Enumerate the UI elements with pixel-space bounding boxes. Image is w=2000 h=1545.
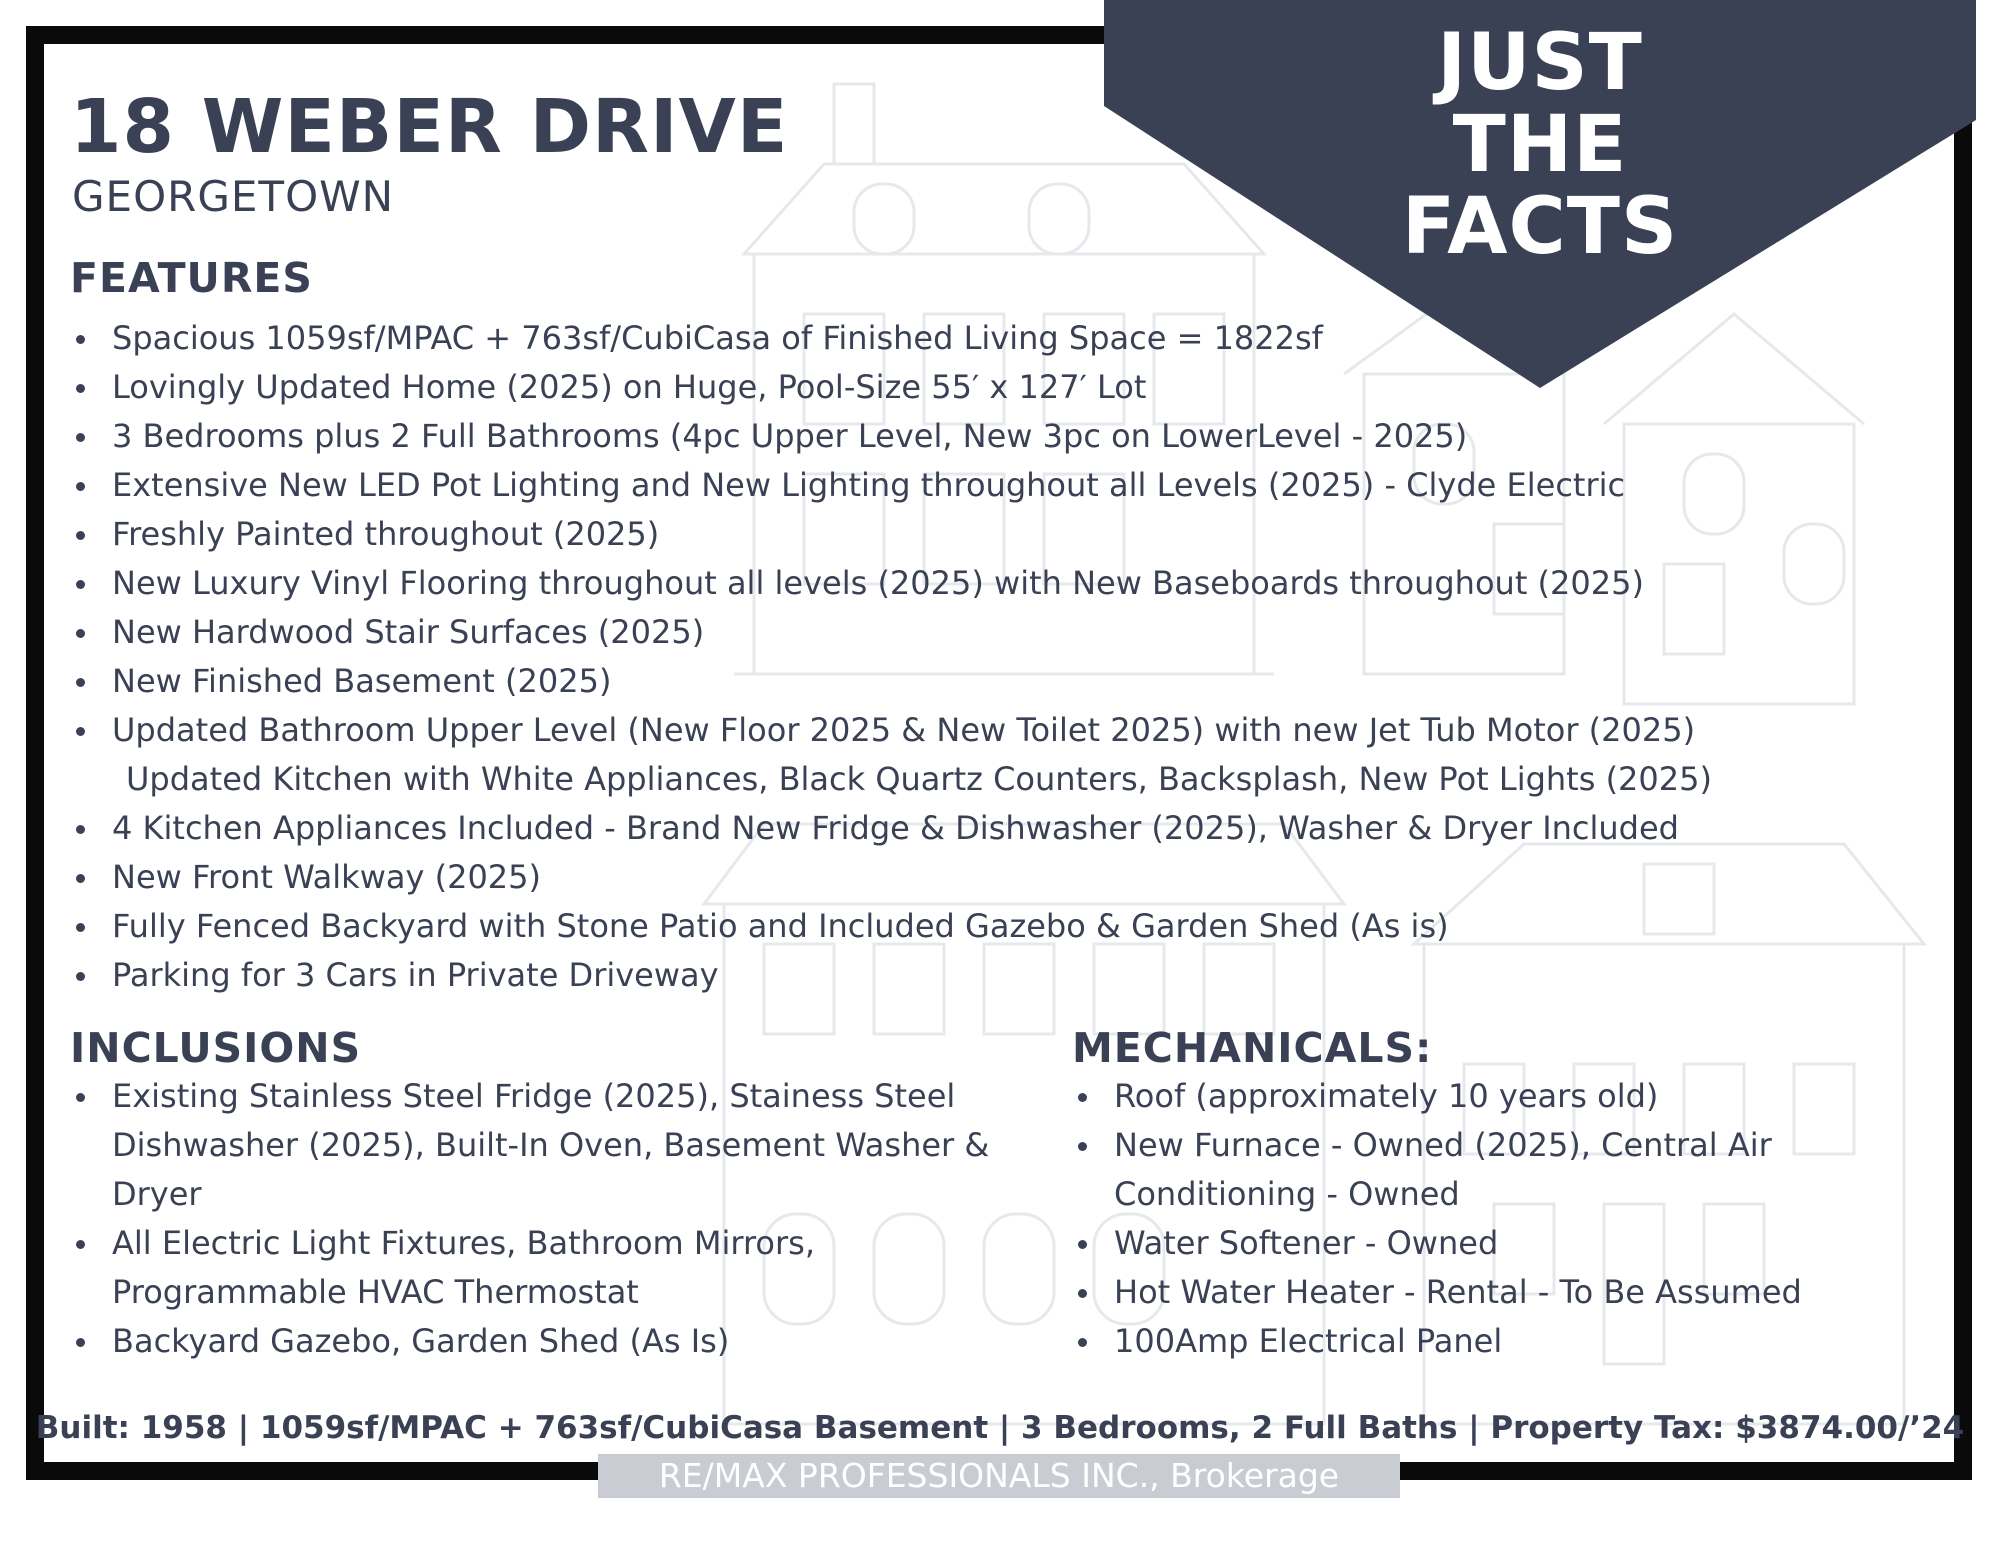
summary-footer: Built: 1958 | 1059sf/MPAC + 763sf/CubiCasa Basement | 3 Bedrooms, 2 Full Baths | Property Tax: $3874.00/’24 xyxy=(35,1410,1965,1446)
list-item xyxy=(72,902,1712,951)
feature-text: 3 Bedrooms plus 2 Full Bathrooms (4pc Upper Level, New 3pc on LowerLevel - 2025) xyxy=(112,417,1468,455)
features-heading: FEATURES xyxy=(70,254,313,302)
mechanicals-list xyxy=(1074,1072,1904,1366)
feature-text: Lovingly Updated Home (2025) on Huge, Pool-Size 55′ x 127′ Lot xyxy=(112,368,1147,406)
feature-text: New Front Walkway (2025) xyxy=(112,858,541,896)
list-item xyxy=(72,559,1712,608)
list-item xyxy=(72,804,1712,853)
list-item xyxy=(1074,1072,1904,1121)
list-item xyxy=(72,608,1712,657)
property-city: GEORGETOWN xyxy=(72,172,395,221)
bullet-icon xyxy=(76,580,85,589)
bullet-icon xyxy=(1078,1338,1087,1347)
list-item xyxy=(72,755,1712,804)
bullet-icon xyxy=(76,874,85,883)
brokerage-watermark: RE/MAX PROFESSIONALS INC., Brokerage xyxy=(598,1454,1400,1498)
list-item xyxy=(72,1072,1052,1219)
bullet-icon xyxy=(76,384,85,393)
feature-text: 4 Kitchen Appliances Included - Brand New Fridge & Dishwasher (2025), Washer & Dryer Included xyxy=(112,809,1679,847)
bullet-icon xyxy=(76,1338,85,1347)
feature-text: New Hardwood Stair Surfaces (2025) xyxy=(112,613,705,651)
list-item xyxy=(1074,1219,1904,1268)
inclusion-text: Backyard Gazebo, Garden Shed (As Is) xyxy=(112,1322,730,1360)
list-item xyxy=(72,314,1712,363)
feature-text: Extensive New LED Pot Lighting and New Lighting throughout all Levels (2025) - Clyde Electric xyxy=(112,466,1626,504)
bullet-icon xyxy=(76,825,85,834)
feature-text: Fully Fenced Backyard with Stone Patio and Included Gazebo & Garden Shed (As is) xyxy=(112,907,1449,945)
bullet-icon xyxy=(76,531,85,540)
mechanical-text: 100Amp Electrical Panel xyxy=(1114,1322,1503,1360)
list-item xyxy=(1074,1317,1904,1366)
mechanical-text: Hot Water Heater - Rental - To Be Assumed xyxy=(1114,1273,1802,1311)
list-item xyxy=(72,1219,1052,1317)
mechanicals-heading: MECHANICALS: xyxy=(1072,1024,1433,1072)
banner-line-2: THE xyxy=(1452,100,1628,190)
mechanical-text: New Furnace - Owned (2025), Central Air Conditioning - Owned xyxy=(1114,1126,1772,1213)
feature-text: New Finished Basement (2025) xyxy=(112,662,612,700)
bullet-icon xyxy=(76,972,85,981)
bullet-icon xyxy=(76,923,85,932)
banner-line-3: FACTS xyxy=(1401,182,1679,272)
bullet-icon xyxy=(76,335,85,344)
bullet-icon xyxy=(76,727,85,736)
bullet-icon xyxy=(1078,1289,1087,1298)
feature-text: New Luxury Vinyl Flooring throughout all levels (2025) with New Baseboards throughout (2025) xyxy=(112,564,1644,602)
banner-line-1: JUST xyxy=(1437,18,1643,108)
list-item xyxy=(72,363,1712,412)
bullet-icon xyxy=(1078,1240,1087,1249)
list-item xyxy=(72,412,1712,461)
list-item xyxy=(72,1317,1052,1366)
bullet-icon xyxy=(76,629,85,638)
inclusions-list xyxy=(72,1072,1052,1366)
list-item xyxy=(72,951,1712,1000)
feature-text: Freshly Painted throughout (2025) xyxy=(112,515,660,553)
bullet-icon xyxy=(76,433,85,442)
bullet-icon xyxy=(1078,1093,1087,1102)
inclusion-text: Existing Stainless Steel Fridge (2025), Stainess Steel Dishwasher (2025), Built-In Oven, Basement Washer & Dryer xyxy=(112,1077,990,1213)
bullet-icon xyxy=(76,1240,85,1249)
bullet-icon xyxy=(1078,1142,1087,1151)
list-item xyxy=(1074,1121,1904,1219)
bullet-icon xyxy=(76,678,85,687)
banner-heading xyxy=(1380,18,1700,272)
bullet-icon xyxy=(76,482,85,491)
list-item xyxy=(72,706,1712,755)
list-item xyxy=(1074,1268,1904,1317)
inclusion-text: All Electric Light Fixtures, Bathroom Mirrors, Programmable HVAC Thermostat xyxy=(112,1224,815,1311)
mechanical-text: Roof (approximately 10 years old) xyxy=(1114,1077,1659,1115)
mechanical-text: Water Softener - Owned xyxy=(1114,1224,1499,1262)
bullet-icon xyxy=(76,1093,85,1102)
list-item xyxy=(72,510,1712,559)
feature-text: Spacious 1059sf/MPAC + 763sf/CubiCasa of Finished Living Space = 1822sf xyxy=(112,319,1323,357)
list-item xyxy=(72,657,1712,706)
inclusions-heading: INCLUSIONS xyxy=(70,1024,362,1072)
property-address: 18 WEBER DRIVE xyxy=(70,84,789,170)
list-item xyxy=(72,461,1712,510)
feature-text: Updated Kitchen with White Appliances, Black Quartz Counters, Backsplash, New Pot Lights (2025) xyxy=(126,760,1712,798)
feature-text: Parking for 3 Cars in Private Driveway xyxy=(112,956,719,994)
features-list xyxy=(72,314,1712,1000)
feature-text: Updated Bathroom Upper Level (New Floor 2025 & New Toilet 2025) with new Jet Tub Motor (2025) xyxy=(112,711,1696,749)
list-item xyxy=(72,853,1712,902)
